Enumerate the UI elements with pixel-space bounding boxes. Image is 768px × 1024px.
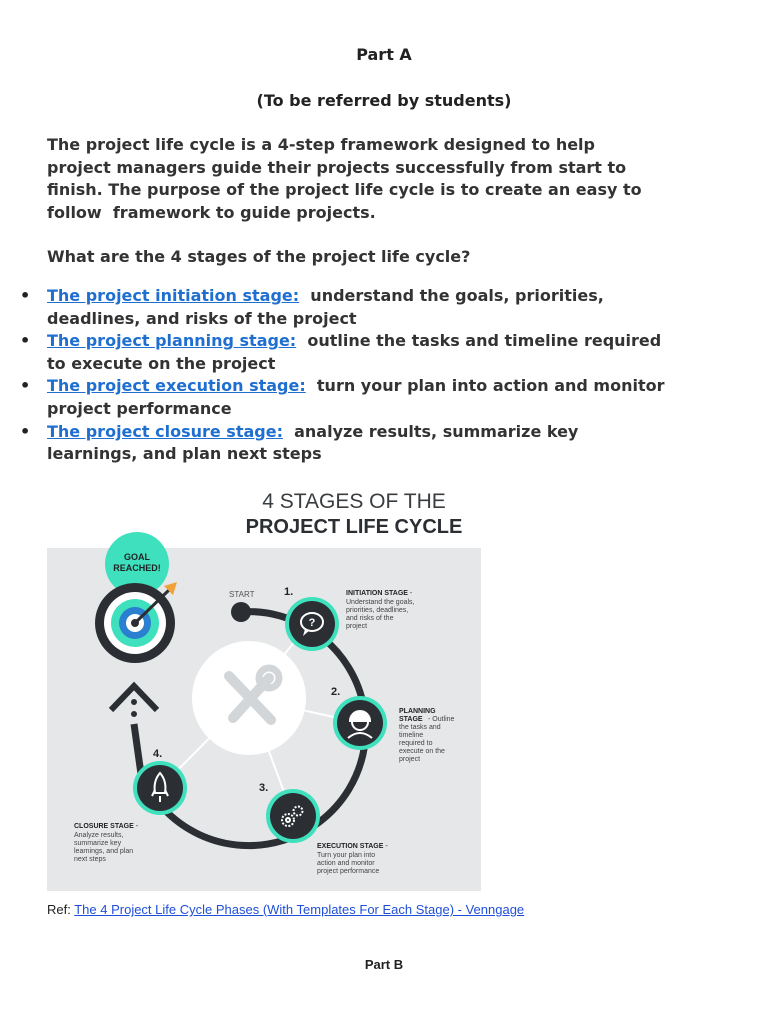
step4-number: 4.	[153, 748, 163, 760]
bullet: •	[20, 331, 31, 351]
step2-title: PLANNING STAGE	[399, 708, 436, 723]
goal-line2: REACHED!	[113, 563, 161, 573]
list-item	[20, 421, 737, 466]
intro-line: project managers guide their projects successfully from start to	[47, 157, 627, 177]
step4-desc: Analyze results, summarize key learnings, and plan next steps	[74, 832, 134, 863]
part-a-title: Part A	[356, 45, 412, 64]
infographic-title-line2: PROJECT LIFE CYCLE	[245, 516, 463, 538]
stage-desc: project performance	[47, 398, 232, 418]
ref-label: Ref:	[47, 902, 71, 917]
start-label: START	[229, 590, 255, 599]
stage-desc: turn your plan into action and monitor	[316, 376, 665, 396]
stage-desc: analyze results, summarize key	[294, 421, 579, 441]
stage-desc: deadlines, and risks of the project	[47, 308, 357, 328]
step1-desc: Understand the goals, priorities, deadlines, and risks of the project	[346, 599, 415, 630]
step4-title: CLOSURE STAGE -	[74, 823, 139, 830]
start-dot	[231, 602, 251, 622]
closure-stage-link[interactable]: The project closure stage:	[47, 421, 283, 441]
venngage-reference-link[interactable]: The 4 Project Life Cycle Phases (With Templates For Each Stage) - Venngage	[74, 902, 525, 917]
stages-list	[20, 285, 737, 466]
stage-desc: learnings, and plan next steps	[47, 444, 322, 464]
step3-desc: Turn your plan into action and monitor project performance	[317, 852, 380, 875]
step1-number: 1.	[284, 586, 294, 598]
intro-line: follow framework to guide projects.	[47, 202, 376, 222]
step3-title: EXECUTION STAGE -	[317, 843, 388, 850]
reference	[47, 902, 524, 917]
svg-text:?: ?	[308, 617, 316, 629]
step3-number: 3.	[259, 782, 269, 794]
infographic-title-line1: 4 STAGES OF THE	[262, 490, 446, 513]
subtitle: (To be referred by students)	[256, 91, 512, 110]
bullet: •	[20, 376, 31, 396]
list-item	[20, 375, 737, 420]
bullet: •	[20, 421, 31, 441]
intro-paragraph	[47, 134, 737, 224]
stage-desc: understand the goals, priorities,	[310, 286, 604, 305]
intro-line: The project life cycle is a 4-step framework designed to help	[47, 135, 595, 154]
step2-desc-first: - Outline	[428, 716, 455, 723]
goal-line1: GOAL	[124, 552, 150, 562]
list-item	[20, 330, 737, 375]
planning-stage-link[interactable]: The project planning stage:	[47, 331, 297, 351]
stage-desc: outline the tasks and timeline required	[307, 331, 662, 351]
stage-desc: to execute on the project	[47, 353, 276, 373]
step2-number: 2.	[331, 686, 341, 698]
initiation-stage-link[interactable]: The project initiation stage:	[47, 286, 300, 305]
execution-stage-link[interactable]: The project execution stage:	[47, 376, 306, 396]
intro-line: finish. The purpose of the project life cycle is to create an easy to	[47, 180, 642, 200]
step2-desc: the tasks and timeline required to execute on the project	[399, 724, 445, 763]
bullet: •	[20, 286, 31, 305]
question: What are the 4 stages of the project life cycle?	[47, 247, 471, 266]
part-b-title: Part B	[364, 957, 404, 972]
step1-title: INITIATION STAGE -	[346, 590, 413, 597]
list-item	[20, 285, 737, 330]
project-life-cycle-infographic	[47, 478, 481, 891]
